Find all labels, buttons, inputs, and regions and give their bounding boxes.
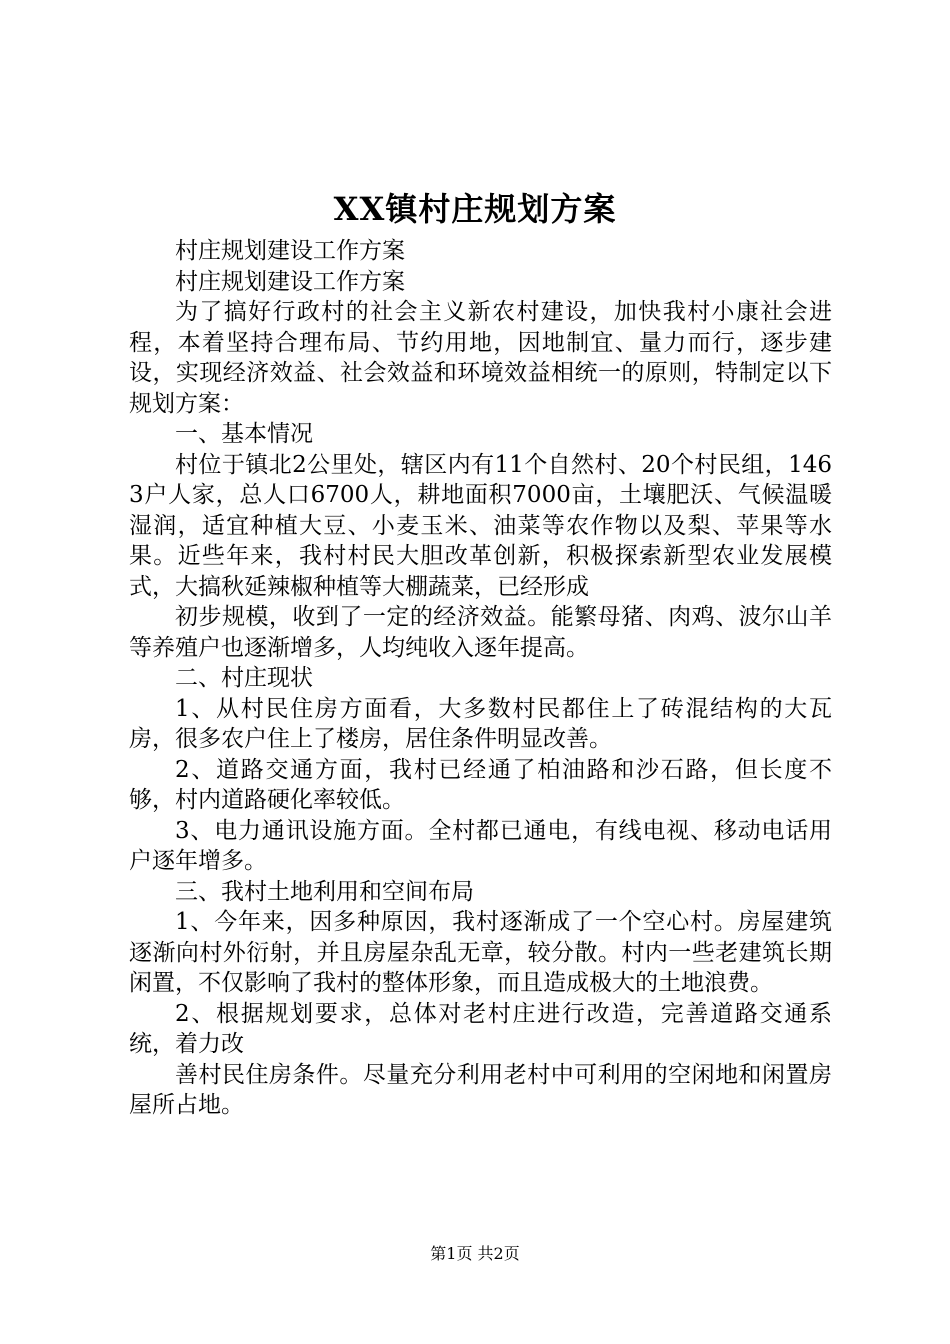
paragraph: 初步规模，收到了一定的经济效益。能繁母猪、肉鸡、波尔山羊等养殖户也逐渐增多，人均纯收入逐年提高。 <box>129 604 832 661</box>
section-heading: 一、基本情况 <box>175 421 313 447</box>
document-title: XX镇村庄规划方案 <box>333 190 617 228</box>
paragraph: 村位于镇北2公里处，辖区内有11个自然村、20个村民组，1463户人家，总人口6700人，耕地面积7000亩，土壤肥沃、气候温暖湿润，适宜种植大豆、小麦玉米、油菜等农作物以及梨、苹果等水果。近些年来，我村村民大胆改革创新，积极探索新型农业发展模式，大搞秋延辣椒种植等大棚蔬菜，已经形成 <box>129 451 832 600</box>
paragraph: 3、电力通讯设施方面。全村都已通电，有线电视、移动电话用户逐年增多。 <box>129 817 832 874</box>
paragraph: 1、从村民住房方面看，大多数村民都住上了砖混结构的大瓦房，很多农户住上了楼房，居住条件明显改善。 <box>129 695 832 752</box>
paragraph: 2、根据规划要求，总体对老村庄进行改造，完善道路交通系统，着力改 <box>129 1000 832 1057</box>
paragraph: 善村民住房条件。尽量充分利用老村中可利用的空闲地和闲置房屋所占地。 <box>129 1061 832 1118</box>
page-number-footer: 第1页 共2页 <box>430 1244 520 1263</box>
section-heading: 三、我村土地利用和空间布局 <box>175 878 474 905</box>
section-heading: 二、村庄现状 <box>175 665 313 691</box>
paragraph: 村庄规划建设工作方案 <box>175 238 405 264</box>
paragraph: 村庄规划建设工作方案 <box>175 268 405 295</box>
paragraph: 为了搞好行政村的社会主义新农村建设，加快我村小康社会进程，本着坚持合理布局、节约用地，因地制宜、量力而行，逐步建设，实现经济效益、社会效益和环境效益相统一的原则，特制定以下规划方案： <box>129 299 832 417</box>
document-body <box>129 236 832 1121</box>
paragraph: 2、道路交通方面，我村已经通了柏油路和沙石路，但长度不够，村内道路硬化率较低。 <box>129 756 832 813</box>
paragraph: 1、今年来，因多种原因，我村逐渐成了一个空心村。房屋建筑逐渐向村外衍射，并且房屋杂乱无章，较分散。村内一些老建筑长期闲置，不仅影响了我村的整体形象，而且造成极大的土地浪费。 <box>129 909 832 996</box>
